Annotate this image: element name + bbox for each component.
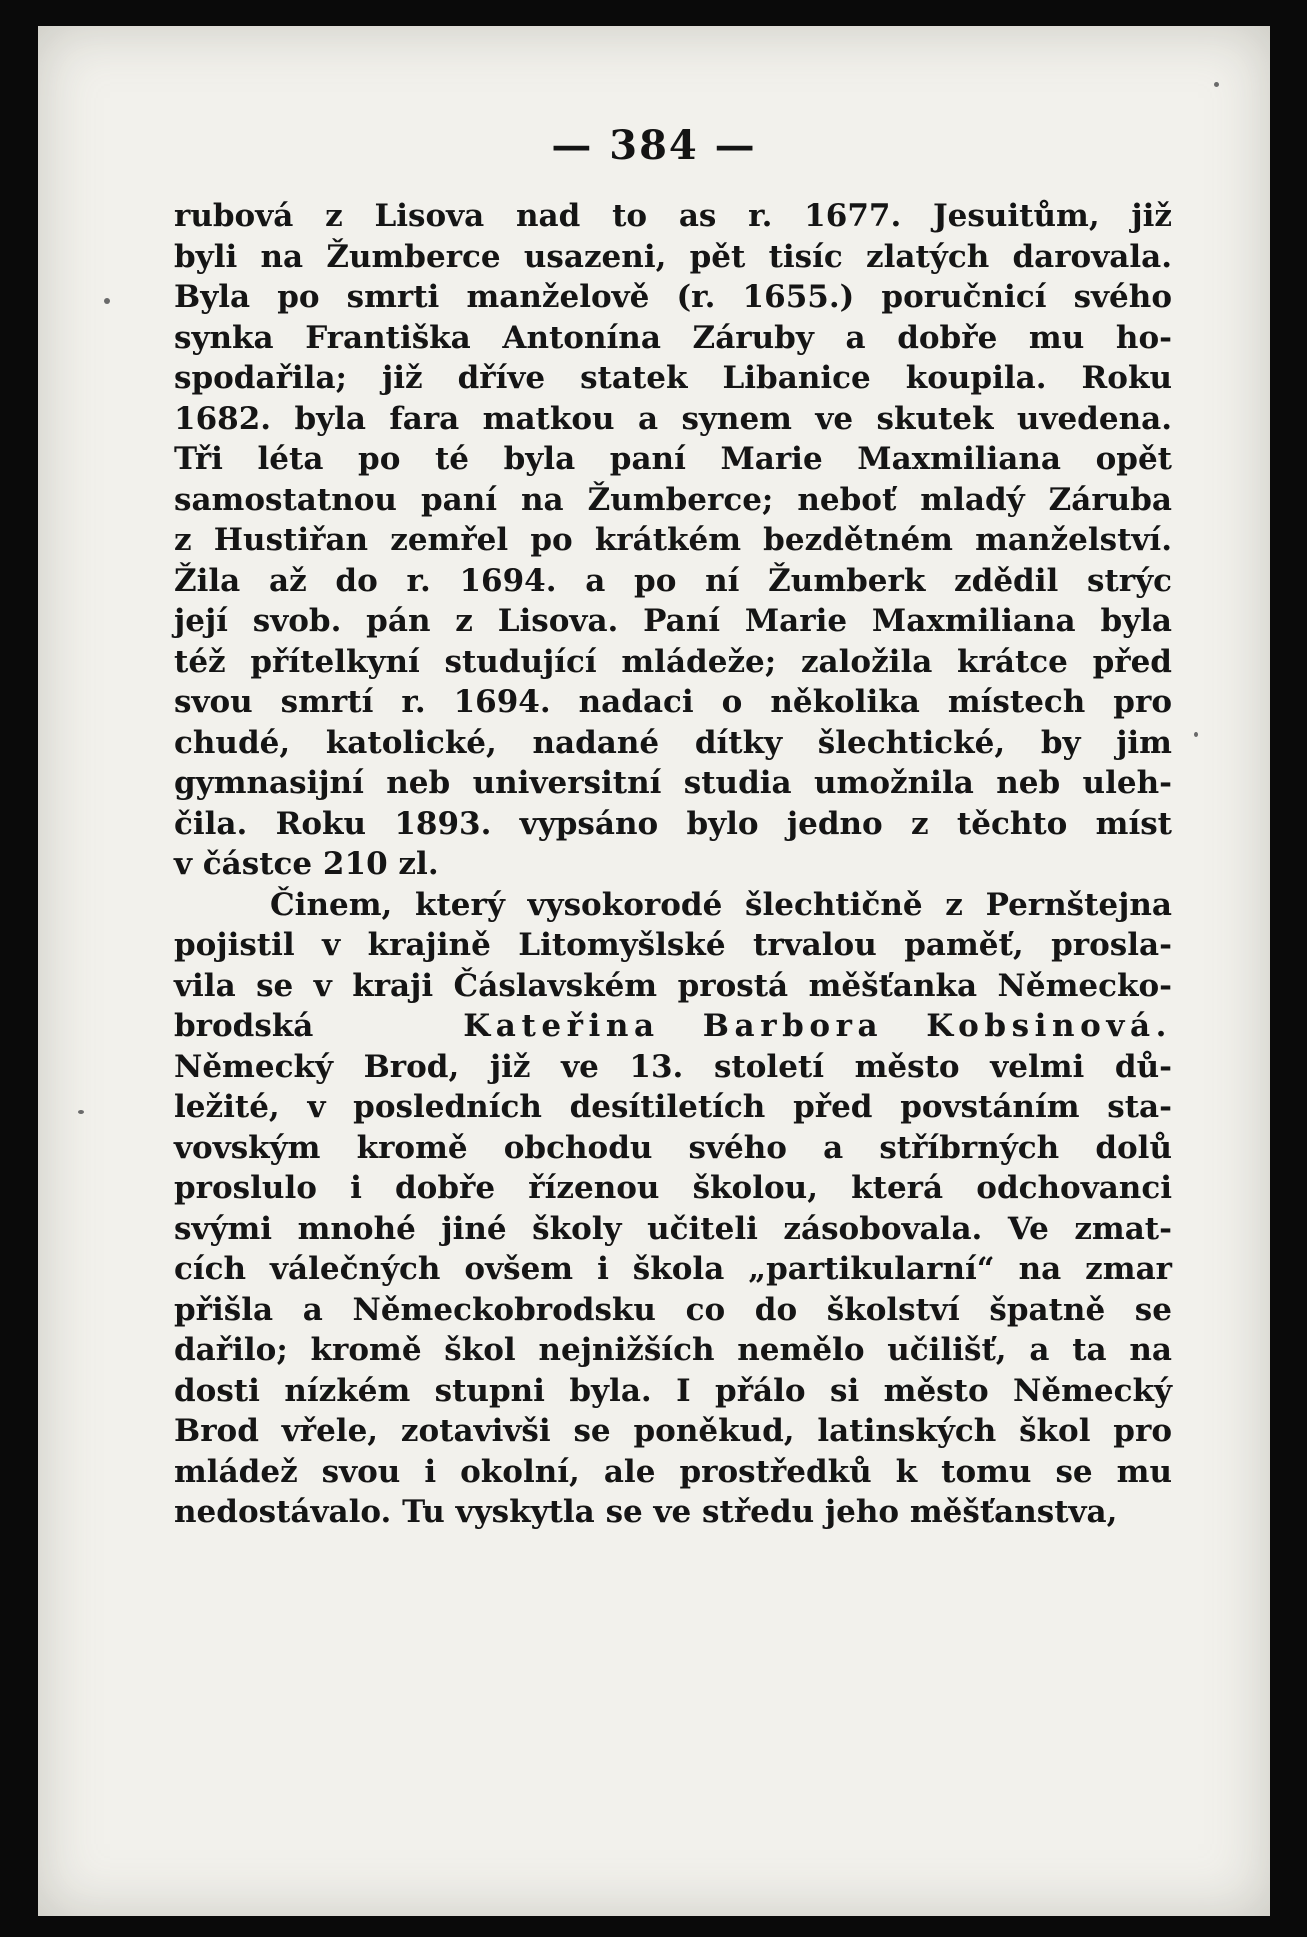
- text-line: Německý Brod, již ve 13. století město velmi dů-: [174, 1048, 1172, 1085]
- text-line: nedostávalo. Tu vyskytla se ve středu jeho měšťanstva,: [174, 1494, 1118, 1530]
- text-line: ležité, v posledních desítiletích před povstáním sta-: [174, 1089, 1172, 1125]
- paper-speck: [104, 298, 110, 304]
- text-line: svými mnohé jiné školy učiteli zásobovala. Ve zmat-: [174, 1210, 1172, 1247]
- text-line: přišla a Německobrodsku co do školství špatně se: [174, 1291, 1172, 1328]
- text-line: její svob. pán z Lisova. Paní Marie Maxmiliana byla: [174, 603, 1172, 639]
- paper-speck: [78, 1110, 84, 1114]
- text-line: pojistil v krajině Litomyšlské trvalou paměť, prosla-: [174, 927, 1172, 963]
- text-line: spodařila; již dříve statek Libanice koupila. Roku: [174, 360, 1172, 396]
- text-line: dosti nízkém stupni byla. I přálo si město Německý: [174, 1372, 1172, 1409]
- text-line: mládež svou i okolní, ale prostředků k tomu se mu: [174, 1453, 1172, 1490]
- text-line: z Hustiřan zemřel po krátkém bezdětném manželství.: [174, 522, 1172, 558]
- text-line: chudé, katolické, nadané dítky šlechtické, by jim: [174, 724, 1172, 761]
- text-line: též přítelkyní studující mládeže; založila krátce před: [174, 643, 1172, 680]
- text-line: vila se v kraji Čáslavském prostá měšťanka Německo-: [174, 967, 1172, 1004]
- text-line: Brod vřele, zotavivši se poněkud, latinských škol pro: [174, 1413, 1172, 1449]
- body-text: [174, 196, 1172, 1533]
- text-line: svou smrtí r. 1694. nadaci o několika místech pro: [174, 684, 1172, 720]
- text-line: v částce 210 zl.: [174, 846, 439, 882]
- text-line: dařilo; kromě škol nejnižších nemělo učilišť, a ta na: [174, 1332, 1172, 1368]
- text-line: samostatnou paní na Žumberce; neboť mladý Záruba: [174, 481, 1172, 518]
- text-line: vovským kromě obchodu svého a stříbrných dolů: [174, 1129, 1172, 1166]
- text-line: cích válečných ovšem i škola „partikularní“ na zmar: [174, 1251, 1172, 1287]
- paragraph-2: [174, 885, 1172, 1533]
- text-line: Činem, který vysokorodé šlechtičně z Pernštejna: [270, 886, 1172, 923]
- text-line-with-name: [174, 1006, 1172, 1047]
- text-line: 1682. byla fara matkou a synem ve skutek uvedena.: [174, 400, 1172, 437]
- paper-speck: [1194, 732, 1198, 737]
- text-fragment: brodská: [174, 1008, 314, 1044]
- text-line: gymnasijní neb universitní studia umožnila neb uleh-: [174, 765, 1172, 801]
- text-line: proslulo i dobře řízenou školou, která odchovanci: [174, 1170, 1172, 1206]
- text-line: čila. Roku 1893. vypsáno bylo jedno z těchto míst: [174, 805, 1172, 842]
- text-line: synka Františka Antonína Záruby a dobře mu ho-: [174, 319, 1172, 356]
- page-number: — 384 —: [551, 122, 757, 169]
- text-line: Byla po smrti manželově (r. 1655.) poručnicí svého: [174, 279, 1172, 315]
- spaced-name: Kateřina Barbora Kobsinová.: [463, 1008, 1172, 1044]
- text-line: Žila až do r. 1694. a po ní Žumberk zdědil strýc: [174, 562, 1172, 599]
- text-line: byli na Žumberce usazeni, pět tisíc zlatých darovala.: [174, 238, 1172, 275]
- text-line: rubová z Lisova nad to as r. 1677. Jesuitům, již: [174, 198, 1172, 234]
- paper-speck: [1214, 82, 1219, 87]
- paragraph-1: [174, 196, 1172, 885]
- text-line: Tři léta po té byla paní Marie Maxmiliana opět: [174, 441, 1172, 477]
